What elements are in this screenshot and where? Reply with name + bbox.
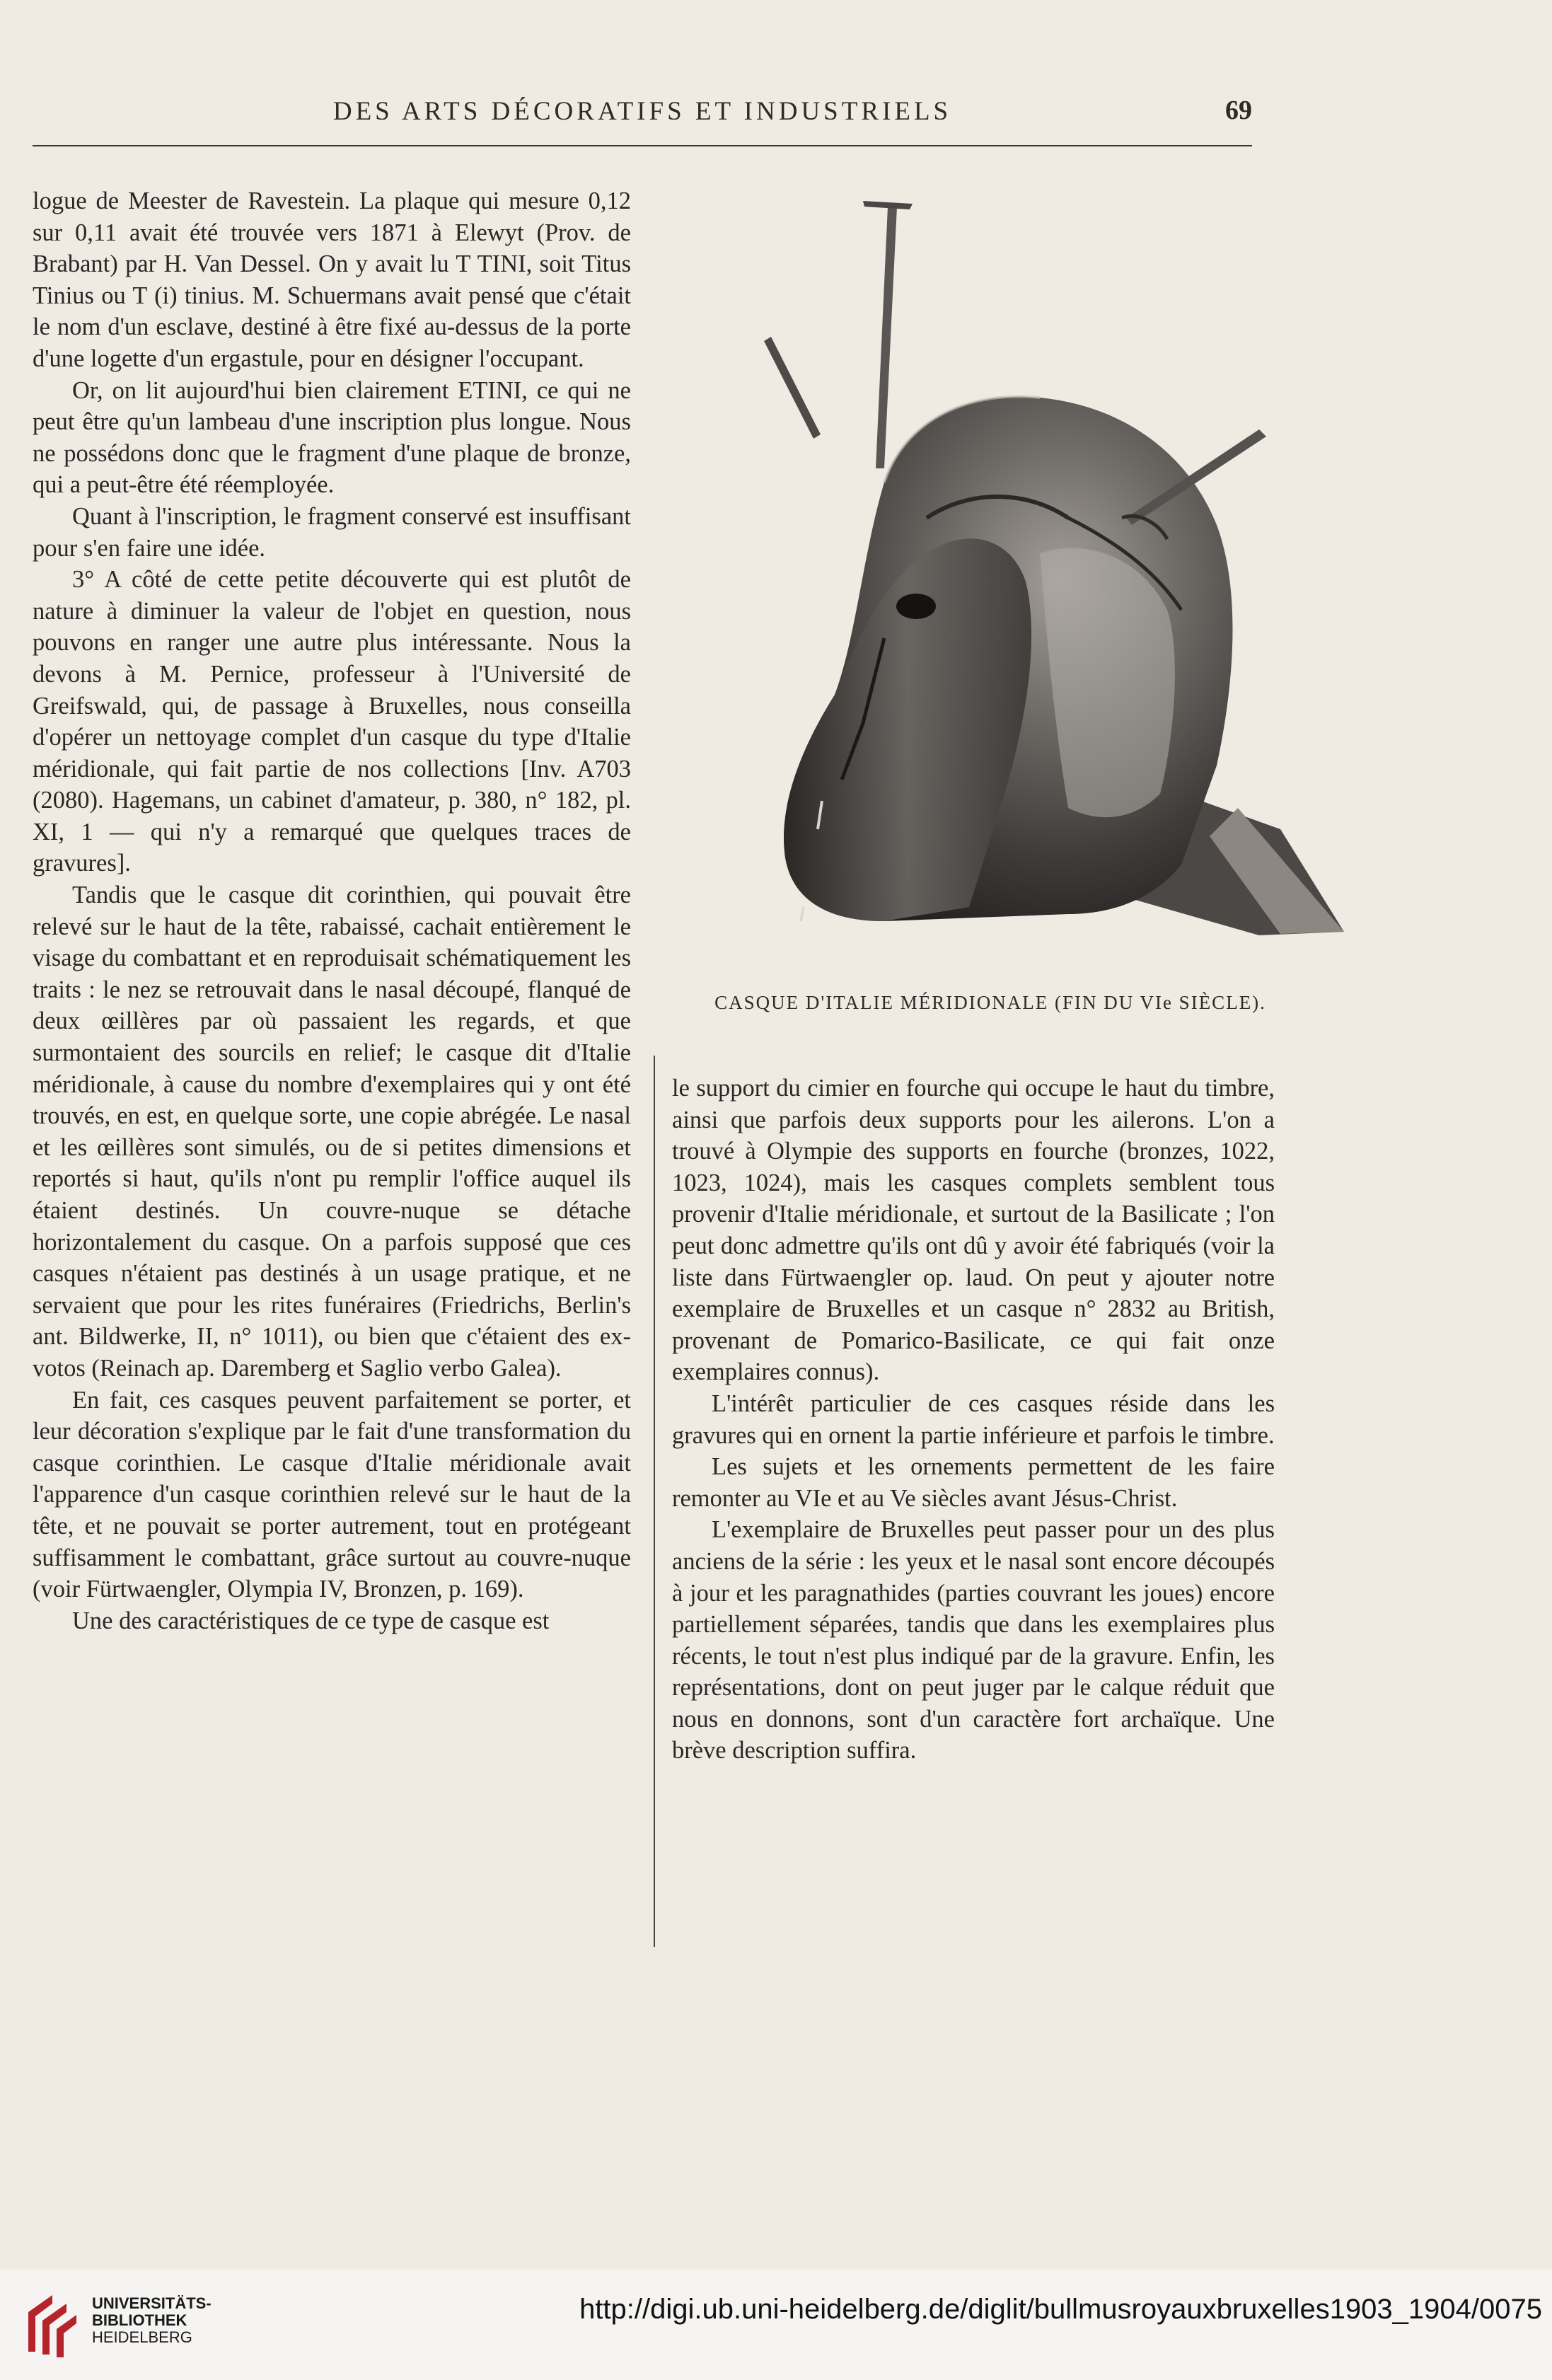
- header-rule: [33, 145, 1252, 146]
- figure-caption: CASQUE D'ITALIE MÉRIDIONALE (FIN DU VIe SIÈCLE).: [714, 992, 1266, 1013]
- library-line: BIBLIOTHEK: [92, 2311, 187, 2329]
- right-column: [672, 1073, 1275, 1767]
- page-number: 69: [1225, 96, 1252, 125]
- paragraph: L'exemplaire de Bruxelles peut passer pour un des plus anciens de la série : les yeux et le nasal sont encore découpés à jour et les paragnathides (parties couvrant les joues) encore partiellement séparées, tandis que dans les exemplaires plus récents, le tout n'est plus indiqué par de la gravure. Enfin, les représentations, dont on peut juger par le calque réduit que nous en donnons, sont d'un caractère fort archaïque. Une brève description suffira.: [672, 1516, 1275, 1764]
- paragraph: En fait, ces casques peuvent parfaitement se porter, et leur décoration s'explique par le fait d'une transformation du casque corinthien. Le casque d'Italie méridionale avait l'apparence d'un casque corinthien relevé sur le haut de la tête, et ne pouvait se porter autrement, tout en protégeant suffisamment le combattant, grâce surtout au couvre-nuque (voir Fürtwaengler, Olympia IV, Bronzen, p. 169).: [33, 1386, 631, 1603]
- column-divider: [654, 1056, 655, 1947]
- running-title: DES ARTS DÉCORATIFS ET INDUSTRIELS: [332, 97, 952, 126]
- paragraph: L'intérêt particulier de ces casques réside dans les gravures qui en ornent la partie inférieure et parfois le timbre.: [672, 1390, 1275, 1449]
- paragraph: Tandis que le casque dit corinthien, qui pouvait être relevé sur le haut de la tête, rabaissé, cachait entièrement le visage du combattant et en reproduisait schématiquement les traits : le nez se retrouvait dans le nasal découpé, flanqué de deux œillères par où passaient les regards, et que surmontaient des sourcils en relief; le casque dit d'Italie méridionale, à cause du nombre d'exemplaires qui y ont été trouvés, en est, en quelque sorte, une copie abrégée. Le nasal et les œillères sont simulés, ou de si petites dimensions et reportés si haut, qu'ils n'ont pu remplir l'office auquel ils étaient destinés. Un couvre-nuque se détache horizontalement du casque. On a parfois supposé que ces casques n'étaient pas destinés à un usage pratique, et ne servaient que pour les rites funéraires (Friedrichs, Berlin's ant. Bildwerke, II, n° 1011), ou bien que c'étaient des ex-votos (Reinach ap. Daremberg et Saglio verbo Galea).: [33, 882, 631, 1382]
- paragraph: le support du cimier en fourche qui occupe le haut du timbre, ainsi que parfois deux supports pour les ailerons. L'on a trouvé à Olympie des supports en fourche (bronzes, 1022, 1023, 1024), mais les casques complets semblent tous provenir d'Italie méridionale, et surtout de la Basilicate ; l'on peut donc admettre qu'ils ont dû y avoir été fabriqués (voir la liste dans Fürtwaengler op. laud. On peut y ajouter notre exemplaire de Bruxelles et un casque n° 2832 au British, provenant de Pomarico-Basilicate, ce qui fait onze exemplaires connus).: [672, 1075, 1275, 1386]
- page-header: [33, 91, 1252, 147]
- paragraph: Quant à l'inscription, le fragment conservé est insuffisant pour s'en faire une idée.: [33, 502, 631, 562]
- paragraph: 3° A côté de cette petite découverte qui est plutôt de nature à diminuer la valeur de l'objet en question, nous pouvons en ranger une autre plus intéressante. Nous la devons à M. Pernice, professeur à l'Université de Greifswald, qui, de passage à Bruxelles, nous conseilla d'opérer un nettoyage complet d'un casque du type d'Italie méridionale, qui fait partie de nos collections [Inv. A703 (2080). Hagemans, un cabinet d'amateur, p. 380, n° 182, pl. XI, 1 — qui n'y a remarqué que quelques traces de gravures].: [33, 566, 631, 877]
- left-column: [33, 185, 631, 1636]
- paragraph: Une des caractéristiques de ce type de casque est: [72, 1607, 550, 1634]
- library-line: UNIVERSITÄTS-: [92, 2294, 212, 2312]
- library-footer: [0, 2270, 1552, 2380]
- paragraph: Or, on lit aujourd'hui bien clairement ETINI, ce qui ne peut être qu'un lambeau d'une inscription plus longue. Nous ne possédons donc que le fragment d'une plaque de bronze, qui a peut-être été réemployée.: [33, 376, 631, 499]
- helmet-photograph: [672, 185, 1351, 978]
- source-url[interactable]: http://digi.ub.uni-heidelberg.de/diglit/bullmusroyauxbruxelles1903_1904/0075: [579, 2294, 1542, 2325]
- paragraph: logue de Meester de Ravestein. La plaque qui mesure 0,12 sur 0,11 avait été trouvée vers 1871 à Elewyt (Prov. de Brabant) par H. Van Dessel. On y avait lu T TINI, soit Titus Tinius ou T (i) tinius. M. Schuermans avait pensé que c'était le nom d'un esclave, destiné à être fixé au-dessus de la porte d'une logette d'un ergastule, pour en désigner l'occupant.: [33, 187, 631, 372]
- paragraph: Les sujets et les ornements permettent de les faire remonter au VIe et au Ve siècles avant Jésus-Christ.: [672, 1453, 1275, 1512]
- library-line: HEIDELBERG: [92, 2328, 192, 2346]
- heidelberg-library-logo-icon: [16, 2284, 83, 2366]
- library-name: [92, 2295, 212, 2346]
